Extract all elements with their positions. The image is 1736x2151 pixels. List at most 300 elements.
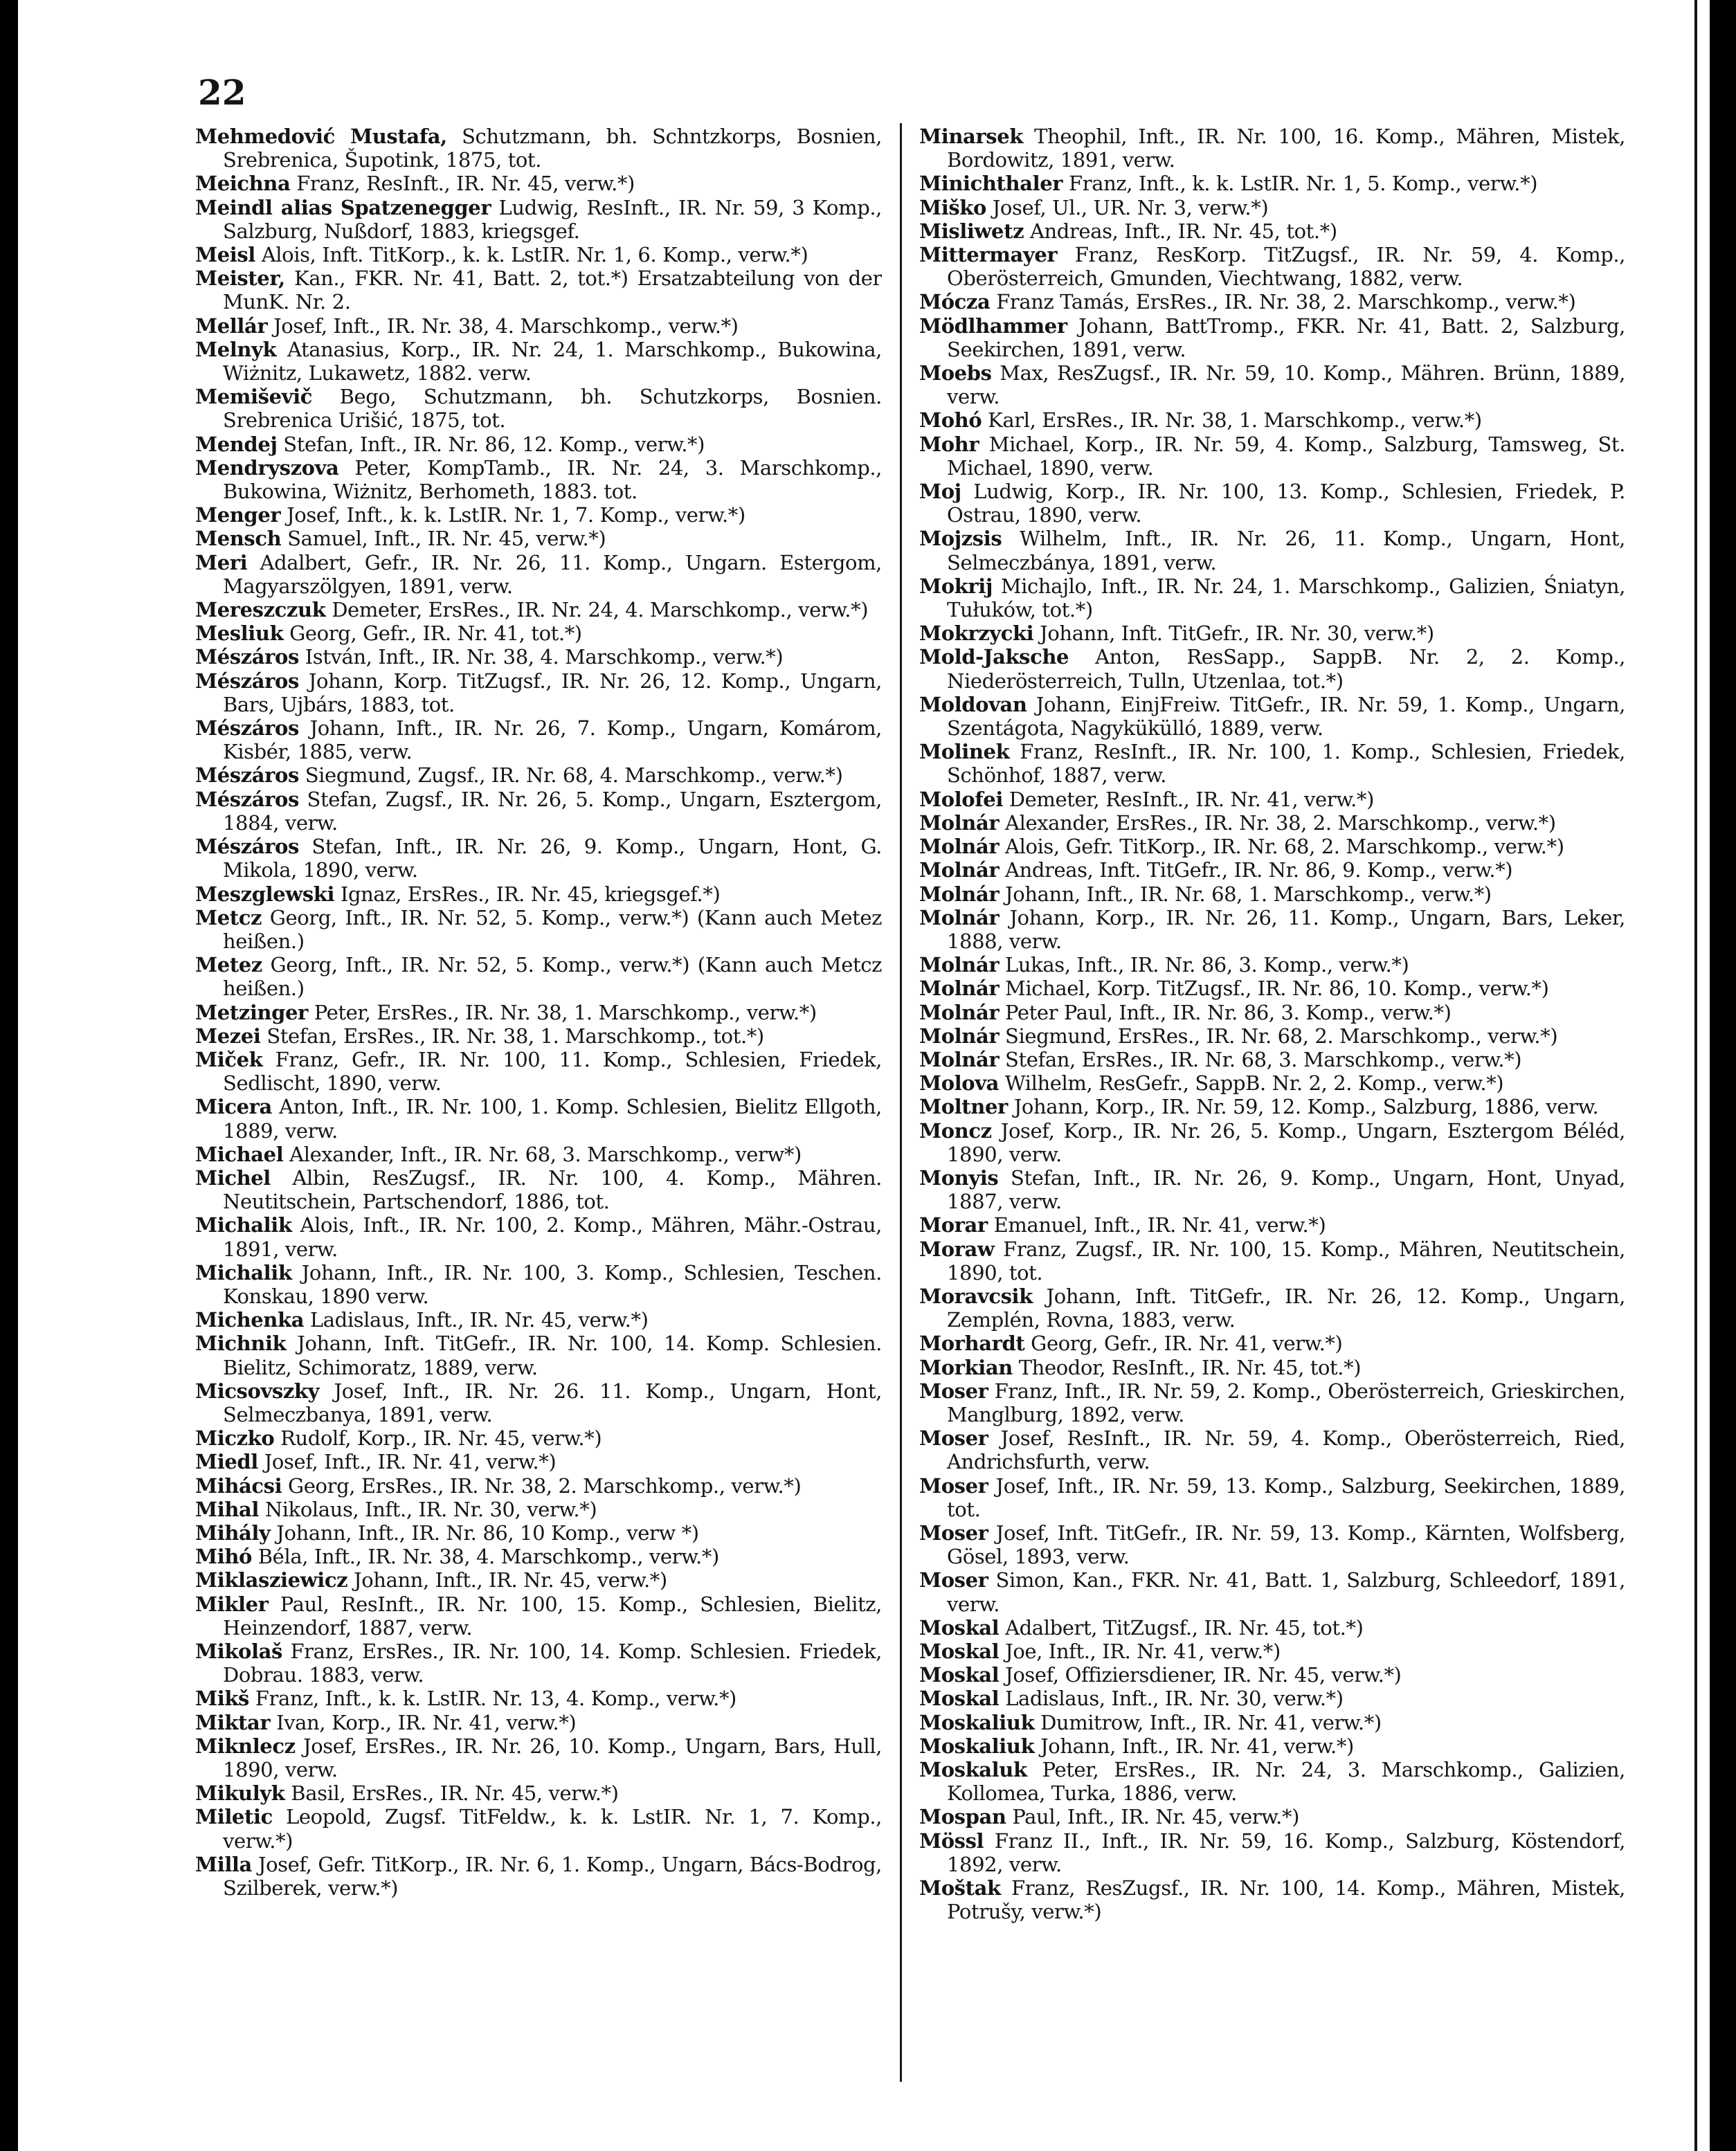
entry-details: István, Inft., IR. Nr. 38, 4. Marschkomp., verw.*) <box>298 645 784 669</box>
list-entry <box>919 1758 1625 1805</box>
list-entry <box>195 243 882 266</box>
list-entry <box>919 219 1625 243</box>
list-entry <box>919 527 1625 574</box>
entry-surname: Molnár <box>919 835 1000 859</box>
list-entry <box>195 1568 882 1592</box>
list-entry <box>919 1829 1625 1876</box>
entry-surname: Meindl alias Spatzenegger <box>195 195 491 219</box>
entry-surname: Molnár <box>919 905 1000 929</box>
entry-details: Johann, Korp., IR. Nr. 59, 12. Komp., Salzburg, 1886, verw. <box>1007 1095 1599 1119</box>
entry-details: Theodor, ResInft., IR. Nr. 45, tot.*) <box>1012 1355 1362 1379</box>
entry-surname: Moser <box>919 1473 988 1498</box>
entry-surname: Moldovan <box>919 692 1027 716</box>
list-entry <box>919 1213 1625 1237</box>
entry-details: Stefan, ErsRes., IR. Nr. 68, 3. Marschkomp., verw.*) <box>999 1047 1522 1071</box>
entry-details: Franz, ResZugsf., IR. Nr. 100, 14. Komp., Mähren, Mistek, Potrušy, verw.*) <box>947 1876 1625 1924</box>
entry-details: Johann, Inft., IR. Nr. 26, 7. Komp., Ungarn, Komárom, Kisbér, 1885, verw. <box>223 716 882 764</box>
entry-details: Georg, ErsRes., IR. Nr. 38, 2. Marschkomp., verw.*) <box>282 1473 802 1498</box>
entry-details: Karl, ErsRes., IR. Nr. 38, 1. Marschkomp., verw.*) <box>982 408 1482 433</box>
entry-details: Siegmund, ErsRes., IR. Nr. 68, 2. Marschkomp., verw.*) <box>999 1024 1558 1048</box>
entry-details: Ludwig, ResInft., IR. Nr. 59, 3 Komp., Salzburg, Nußdorf, 1883, kriegsgef. <box>223 195 882 243</box>
list-entry <box>919 125 1625 172</box>
entry-details: Ignaz, ErsRes., IR. Nr. 45, kriegsgef.*) <box>334 882 721 906</box>
entry-details: Peter Paul, Inft., IR. Nr. 86, 3. Komp., verw.*) <box>999 1000 1452 1024</box>
entry-details: Josef, Inft., IR. Nr. 59, 13. Komp., Salzburg, Seekirchen, 1889, tot. <box>947 1473 1625 1521</box>
list-entry <box>195 1592 882 1640</box>
list-entry <box>195 788 882 835</box>
entry-surname: Molnár <box>919 810 1000 835</box>
entry-details: Albin, ResZugsf., IR. Nr. 100, 4. Komp., Mähren. Neutitschein, Partschendorf, 1886, tot. <box>223 1165 882 1214</box>
entry-details: Josef, Inft., IR. Nr. 41, verw.*) <box>257 1450 557 1474</box>
list-entry <box>919 1095 1625 1118</box>
entry-surname: Molnár <box>919 858 1000 882</box>
entry-details: Wilhelm, Inft., IR. Nr. 26, 11. Komp., Ungarn, Hont, Selmeczbánya, 1891, verw. <box>947 527 1625 574</box>
list-entry <box>919 811 1625 835</box>
list-entry <box>195 1048 882 1095</box>
entry-details: Johann, Inft., IR. Nr. 68, 1. Marschkomp., verw.*) <box>999 882 1492 906</box>
entry-details: Atanasius, Korp., IR. Nr. 24, 1. Marschkomp., Bukowina, Wiżnitz, Lukawetz, 1882. verw. <box>223 337 882 385</box>
list-entry <box>919 645 1625 692</box>
entry-surname: Michenka <box>195 1308 305 1332</box>
entry-details: Stefan, Inft., IR. Nr. 26, 9. Komp., Ungarn, Hont, G. Mikola, 1890, verw. <box>223 835 882 882</box>
entry-details: Rudolf, Korp., IR. Nr. 45, verw.*) <box>274 1426 602 1451</box>
entry-surname: Moštak <box>919 1876 1001 1900</box>
entry-details: Basil, ErsRes., IR. Nr. 45, verw.*) <box>284 1781 619 1806</box>
entry-details: Paul, Inft., IR. Nr. 45, verw.*) <box>1006 1805 1299 1829</box>
list-entry <box>195 1450 882 1473</box>
list-entry <box>919 1285 1625 1332</box>
entry-surname: Metzinger <box>195 1000 308 1024</box>
list-entry <box>919 953 1625 977</box>
list-entry <box>919 290 1625 314</box>
entry-surname: Moncz <box>919 1118 992 1143</box>
scan-border-right-inner <box>1694 0 1697 2151</box>
entry-surname: Morhardt <box>919 1332 1025 1356</box>
entry-surname: Mold-Jaksche <box>919 645 1069 669</box>
entry-surname: Mészáros <box>195 787 299 811</box>
entry-details: Franz, Gefr., IR. Nr. 100, 11. Komp., Schlesien, Friedek, Sedlischt, 1890, verw. <box>223 1047 882 1096</box>
entry-surname: Moskal <box>919 1687 1000 1711</box>
entry-surname: Minichthaler <box>919 172 1063 196</box>
list-entry <box>919 1687 1625 1710</box>
entry-details: Johann, Inft. TitGefr., IR. Nr. 26, 12. Komp., Ungarn, Zemplén, Rovna, 1883, verw. <box>947 1284 1625 1332</box>
entry-details: Josef, Inft. TitGefr., IR. Nr. 59, 13. Komp., Kärnten, Wolfsberg, Gösel, 1893, verw. <box>947 1521 1625 1569</box>
entry-surname: Michalik <box>195 1260 292 1285</box>
entry-surname: Memiševič <box>195 385 312 409</box>
entry-surname: Miklasziewicz <box>195 1568 348 1592</box>
list-entry <box>195 906 882 953</box>
entry-details: Johann, EinjFreiw. TitGefr., IR. Nr. 59, 1. Komp., Ungarn, Szentágota, Nagykükülló, 1889, verw. <box>947 692 1625 741</box>
entry-details: Franz II., Inft., IR. Nr. 59, 16. Komp., Salzburg, Köstendorf, 1892, verw. <box>947 1828 1625 1876</box>
list-entry <box>919 1379 1625 1426</box>
entry-details: Bego, Schutzmann, bh. Schutzkorps, Bosnien. Srebrenica Urišić, 1875, tot. <box>223 385 882 433</box>
entry-surname: Mittermayer <box>919 243 1058 267</box>
list-entry <box>919 906 1625 953</box>
entry-details: Franz, ResKorp. TitZugsf., IR. Nr. 59, 4. Komp., Oberösterreich, Gmunden, Viechtwang, 1882, verw. <box>947 243 1625 291</box>
list-entry <box>195 1521 882 1545</box>
entry-details: Kan., FKR. Nr. 41, Batt. 2, tot.*) Ersatzabteilung von der MunK. Nr. 2. <box>223 266 882 314</box>
entry-details: Johann, Korp., IR. Nr. 26, 11. Komp., Ungarn, Bars, Leker, 1888, verw. <box>947 905 1625 953</box>
entry-details: Simon, Kan., FKR. Nr. 41, Batt. 1, Salzburg, Schleedorf, 1891, verw. <box>947 1568 1625 1616</box>
list-entry <box>195 1640 882 1687</box>
list-entry <box>195 1308 882 1332</box>
list-entry <box>919 1876 1625 1923</box>
list-entry <box>195 953 882 1000</box>
entry-surname: Mereszczuk <box>195 598 326 622</box>
entry-surname: Morkian <box>919 1355 1013 1379</box>
list-entry <box>195 645 882 669</box>
entry-details: Josef, Offiziersdiener, IR. Nr. 45, verw.*) <box>999 1663 1402 1687</box>
list-entry <box>195 1781 882 1805</box>
entry-details: Stefan, Inft., IR. Nr. 26, 9. Komp., Ungarn, Hont, Unyad, 1887, verw. <box>947 1165 1625 1214</box>
entry-details: Franz, ResInft., IR. Nr. 100, 1. Komp., Schlesien, Friedek, Schönhof, 1887, verw. <box>947 740 1625 788</box>
entry-surname: Miletic <box>195 1805 273 1829</box>
page-number: 22 <box>198 72 246 113</box>
entry-surname: Melnyk <box>195 337 277 361</box>
entry-surname: Meri <box>195 550 248 574</box>
entry-surname: Mészáros <box>195 835 299 859</box>
list-entry <box>919 1805 1625 1828</box>
list-entry <box>195 456 882 503</box>
entry-surname: Moser <box>919 1426 988 1451</box>
list-entry <box>919 621 1625 645</box>
entry-surname: Metez <box>195 953 262 977</box>
entry-surname: Mehmedović Mustafa, <box>195 125 447 148</box>
list-entry <box>195 1332 882 1379</box>
entry-details: Franz, Inft., k. k. LstIR. Nr. 13, 4. Komp., verw.*) <box>248 1687 736 1711</box>
entry-details: Josef, Ul., UR. Nr. 3, verw.*) <box>986 195 1269 219</box>
entry-details: Andreas, Inft., IR. Nr. 45, tot.*) <box>1024 219 1337 243</box>
entry-surname: Mikolaš <box>195 1640 282 1663</box>
list-entry <box>195 433 882 456</box>
entry-surname: Mohr <box>919 432 979 456</box>
list-entry <box>919 1640 1625 1663</box>
entry-surname: Mödlhammer <box>919 314 1067 338</box>
right-column <box>919 125 1625 2132</box>
entry-surname: Monyis <box>919 1165 999 1190</box>
list-entry <box>195 172 882 195</box>
entry-surname: Mokrij <box>919 574 993 598</box>
entry-surname: Moebs <box>919 361 992 385</box>
entry-details: Josef, ErsRes., IR. Nr. 26, 10. Komp., Ungarn, Bars, Hull, 1890, verw. <box>223 1734 882 1782</box>
list-entry <box>919 1001 1625 1024</box>
list-entry <box>195 338 882 385</box>
entry-details: Franz, Inft., k. k. LstIR. Nr. 1, 5. Komp., verw.*) <box>1063 172 1538 196</box>
entry-surname: Molnár <box>919 1024 1000 1048</box>
list-entry <box>195 196 882 243</box>
list-entry <box>195 1166 882 1213</box>
entry-surname: Molnár <box>919 953 1000 977</box>
entry-surname: Miedl <box>195 1450 258 1474</box>
entry-details: Adalbert, TitZugsf., IR. Nr. 45, tot.*) <box>999 1615 1364 1640</box>
entry-surname: Mokrzycki <box>919 621 1034 646</box>
list-entry <box>195 621 882 645</box>
entry-surname: Mojzsis <box>919 527 1002 551</box>
list-entry <box>919 433 1625 480</box>
entry-surname: Miktar <box>195 1710 271 1734</box>
entry-surname: Michel <box>195 1165 271 1190</box>
list-entry <box>919 977 1625 1000</box>
entry-details: Johann, Inft., IR. Nr. 100, 3. Komp., Schlesien, Teschen. Konskau, 1890 verw. <box>223 1260 882 1308</box>
scan-border-right <box>1710 0 1736 2151</box>
entry-surname: Miknlecz <box>195 1734 296 1758</box>
entry-surname: Molnár <box>919 977 1000 1001</box>
list-entry <box>195 1379 882 1426</box>
entry-details: Emanuel, Inft., IR. Nr. 41, verw.*) <box>987 1213 1326 1237</box>
entry-details: Stefan, Zugsf., IR. Nr. 26, 5. Komp., Ungarn, Esztergom, 1884, verw. <box>223 787 882 835</box>
entry-details: Franz Tamás, ErsRes., IR. Nr. 38, 2. Marschkomp., verw.*) <box>990 290 1576 314</box>
list-entry <box>919 574 1625 621</box>
list-entry <box>195 503 882 527</box>
list-entry <box>919 788 1625 811</box>
entry-details: Michael, Korp. TitZugsf., IR. Nr. 86, 10. Komp., verw.*) <box>999 977 1549 1001</box>
list-entry <box>919 1663 1625 1687</box>
list-entry <box>919 1071 1625 1095</box>
entry-details: Johann, BattTromp., FKR. Nr. 41, Batt. 2, Salzburg, Seekirchen, 1891, verw. <box>947 314 1625 361</box>
entry-details: Dumitrow, Inft., IR. Nr. 41, verw.*) <box>1034 1710 1382 1734</box>
entry-surname: Moser <box>919 1521 988 1545</box>
list-entry <box>919 408 1625 432</box>
list-entry <box>919 1048 1625 1071</box>
list-entry <box>195 527 882 550</box>
entry-details: Johann, Inft., IR. Nr. 86, 10 Komp., verw *) <box>270 1521 699 1545</box>
entry-details: Peter, ErsRes., IR. Nr. 38, 1. Marschkomp., verw.*) <box>307 1000 817 1024</box>
entry-surname: Molofei <box>919 787 1003 811</box>
entry-details: Johann, Korp. TitZugsf., IR. Nr. 26, 12. Komp., Ungarn, Bars, Ujbárs, 1883, tot. <box>223 669 882 716</box>
list-entry <box>919 361 1625 408</box>
list-entry <box>195 1711 882 1734</box>
entry-surname: Mikler <box>195 1592 269 1616</box>
entry-surname: Moskal <box>919 1640 1000 1663</box>
entry-details: Lukas, Inft., IR. Nr. 86, 3. Komp., verw.*) <box>999 953 1409 977</box>
entry-details: Alois, Gefr. TitKorp., IR. Nr. 68, 2. Marschkomp., verw.*) <box>999 835 1564 859</box>
entry-surname: Minarsek <box>919 125 1023 148</box>
entry-details: Wilhelm, ResGefr., SappB. Nr. 2, 2. Komp., verw.*) <box>999 1071 1504 1096</box>
entry-surname: Michnik <box>195 1332 287 1356</box>
entry-details: Peter, KompTamb., IR. Nr. 24, 3. Marschkomp., Bukowina, Wiżnitz, Berhometh, 1883. tot. <box>223 455 882 504</box>
entry-surname: Mészáros <box>195 716 299 741</box>
entry-details: Franz, Inft., IR. Nr. 59, 2. Komp., Oberösterreich, Grieskirchen, Manglburg, 1892, verw. <box>947 1379 1625 1426</box>
list-entry <box>195 1474 882 1498</box>
entry-details: Johann, Inft., IR. Nr. 41, verw.*) <box>1034 1734 1354 1758</box>
entry-surname: Moskaliuk <box>919 1710 1035 1734</box>
entry-surname: Moraw <box>919 1237 995 1261</box>
list-entry <box>195 598 882 621</box>
list-entry <box>919 314 1625 361</box>
entry-details: Johann, Inft. TitGefr., IR. Nr. 100, 14. Komp. Schlesien. Bielitz, Schimoratz, 1889, verw. <box>223 1332 882 1379</box>
list-entry <box>919 1521 1625 1568</box>
list-entry <box>919 1734 1625 1758</box>
entry-surname: Micsovszky <box>195 1379 320 1403</box>
entry-surname: Moskal <box>919 1663 1000 1687</box>
scan-border-left <box>0 0 18 2151</box>
entry-details: Franz, ResInft., IR. Nr. 45, verw.*) <box>290 172 635 196</box>
entry-surname: Mellár <box>195 314 268 338</box>
entry-details: Peter, ErsRes., IR. Nr. 24, 3. Marschkomp., Galizien, Kollomea, Turka, 1886, verw. <box>947 1758 1625 1806</box>
entry-surname: Moskal <box>919 1615 1000 1640</box>
entry-surname: Molnár <box>919 1047 1000 1071</box>
entry-details: Béla, Inft., IR. Nr. 38, 4. Marschkomp., verw.*) <box>251 1545 719 1569</box>
list-entry <box>919 1166 1625 1213</box>
entry-surname: Moltner <box>919 1095 1008 1119</box>
list-entry <box>195 551 882 598</box>
list-entry <box>919 1356 1625 1379</box>
list-entry <box>195 1024 882 1048</box>
entry-details: Ludwig, Korp., IR. Nr. 100, 13. Komp., Schlesien, Friedek, P. Ostrau, 1890, verw. <box>947 480 1625 527</box>
entry-details: Adalbert, Gefr., IR. Nr. 26, 11. Komp., Ungarn. Estergom, Magyarszölgyen, 1891, verw. <box>223 550 882 598</box>
list-entry <box>919 858 1625 882</box>
list-entry <box>195 1687 882 1710</box>
entry-surname: Mészáros <box>195 645 299 669</box>
list-entry <box>919 243 1625 290</box>
entry-surname: Mihó <box>195 1545 252 1569</box>
entry-details: Georg, Inft., IR. Nr. 52, 5. Komp., verw.*) (Kann auch Metez heißen.) <box>223 905 882 953</box>
entry-details: Josef, ResInft., IR. Nr. 59, 4. Komp., Oberösterreich, Ried, Andrichsfurth, verw. <box>947 1426 1625 1474</box>
entry-details: Josef, Korp., IR. Nr. 26, 5. Komp., Ungarn, Esztergom Béléd, 1890, verw. <box>947 1118 1625 1166</box>
list-entry <box>195 385 882 432</box>
list-entry <box>919 1119 1625 1166</box>
list-entry <box>919 1426 1625 1473</box>
entry-surname: Meister, <box>195 266 285 291</box>
entry-details: Ladislaus, Inft., IR. Nr. 30, verw.*) <box>999 1687 1344 1711</box>
list-entry <box>919 1237 1625 1285</box>
list-entry <box>919 1568 1625 1615</box>
entry-details: Siegmund, Zugsf., IR. Nr. 68, 4. Marschkomp., verw.*) <box>298 763 843 788</box>
entry-details: Alois, Inft. TitKorp., k. k. LstIR. Nr. 1, 6. Komp., verw.*) <box>255 243 808 267</box>
entry-details: Joe, Inft., IR. Nr. 41, verw.*) <box>999 1640 1281 1663</box>
entry-surname: Mohó <box>919 408 982 433</box>
entry-details: Johann, Inft. TitGefr., IR. Nr. 30, verw.*) <box>1033 621 1434 646</box>
entry-details: Leopold, Zugsf. TitFeldw., k. k. LstIR. Nr. 1, 7. Komp., verw.*) <box>223 1805 882 1853</box>
entry-surname: Moskaluk <box>919 1758 1027 1782</box>
list-entry <box>919 693 1625 740</box>
entry-surname: Miček <box>195 1047 263 1071</box>
list-entry <box>919 1616 1625 1640</box>
entry-details: Theophil, Inft., IR. Nr. 100, 16. Komp., Mähren, Mistek, Bordowitz, 1891, verw. <box>947 125 1625 172</box>
entry-details: Andreas, Inft. TitGefr., IR. Nr. 86, 9. Komp., verw.*) <box>999 858 1513 882</box>
entry-details: Samuel, Inft., IR. Nr. 45, verw.*) <box>281 527 606 551</box>
list-entry <box>195 266 882 314</box>
entry-details: Josef, Gefr. TitKorp., IR. Nr. 6, 1. Komp., Ungarn, Bács-Bodrog, Szilberek, verw.*) <box>223 1852 882 1900</box>
list-entry <box>195 314 882 338</box>
entry-details: Josef, Inft., IR. Nr. 26. 11. Komp., Ungarn, Hont, Selmeczbanya, 1891, verw. <box>223 1379 882 1426</box>
entry-details: Nikolaus, Inft., IR. Nr. 30, verw.*) <box>259 1497 597 1521</box>
entry-surname: Mikš <box>195 1687 249 1711</box>
list-entry <box>195 882 882 906</box>
list-entry <box>195 669 882 716</box>
entry-surname: Mihácsi <box>195 1473 282 1498</box>
entry-surname: Moravcsik <box>919 1284 1033 1308</box>
list-entry <box>919 480 1625 527</box>
entry-surname: Mendryszova <box>195 455 339 480</box>
list-entry <box>919 1332 1625 1355</box>
entry-surname: Milla <box>195 1852 252 1876</box>
entry-details: Stefan, Inft., IR. Nr. 86, 12. Komp., verw.*) <box>277 432 705 456</box>
list-entry <box>195 1545 882 1568</box>
list-entry <box>195 1805 882 1852</box>
entry-surname: Mihály <box>195 1521 271 1545</box>
entry-surname: Mospan <box>919 1805 1006 1829</box>
list-entry <box>195 1213 882 1260</box>
entry-details: Anton, Inft., IR. Nr. 100, 1. Komp. Schlesien, Bielitz Ellgoth, 1889, verw. <box>223 1095 882 1143</box>
list-entry <box>919 1024 1625 1048</box>
entry-surname: Molova <box>919 1071 1000 1096</box>
entry-details: Josef, Inft., k. k. LstIR. Nr. 1, 7. Komp., verw.*) <box>280 503 745 527</box>
list-entry <box>919 196 1625 219</box>
entry-surname: Moser <box>919 1379 988 1403</box>
list-entry <box>195 763 882 787</box>
entry-details: Georg, Gefr., IR. Nr. 41, tot.*) <box>283 621 582 646</box>
entry-surname: Molinek <box>919 740 1010 764</box>
column-divider <box>900 123 902 2082</box>
entry-surname: Morar <box>919 1213 988 1237</box>
entry-surname: Molnár <box>919 1000 1000 1024</box>
entry-surname: Moj <box>919 480 961 504</box>
entry-surname: Meichna <box>195 172 291 196</box>
entry-details: Stefan, ErsRes., IR. Nr. 38, 1. Marschkomp., tot.*) <box>260 1024 764 1048</box>
entry-details: Alois, Inft., IR. Nr. 100, 2. Komp., Mähren, Mähr.-Ostrau, 1891, verw. <box>223 1213 882 1261</box>
entry-details: Josef, Inft., IR. Nr. 38, 4. Marschkomp., verw.*) <box>267 314 739 338</box>
entry-details: Alexander, ErsRes., IR. Nr. 38, 2. Marschkomp., verw.*) <box>999 810 1556 835</box>
list-entry <box>195 1498 882 1521</box>
list-entry <box>919 882 1625 906</box>
entry-details: Anton, ResSapp., SappB. Nr. 2, 2. Komp., Niederösterreich, Tulln, Utzenlaa, tot.*) <box>947 645 1625 693</box>
entry-surname: Mészáros <box>195 763 299 788</box>
entry-surname: Moser <box>919 1568 988 1592</box>
entry-surname: Meisl <box>195 243 255 267</box>
entry-details: Alexander, Inft., IR. Nr. 68, 3. Marschkomp., verw*) <box>283 1142 802 1166</box>
entry-surname: Mócza <box>919 290 991 314</box>
list-entry <box>195 1143 882 1166</box>
entry-surname: Mendej <box>195 432 278 456</box>
entry-details: Michael, Korp., IR. Nr. 59, 4. Komp., Salzburg, Tamsweg, St. Michael, 1890, verw. <box>947 432 1625 480</box>
entry-details: Franz, Zugsf., IR. Nr. 100, 15. Komp., Mähren, Neutitschein, 1890, tot. <box>947 1237 1625 1285</box>
list-entry <box>919 172 1625 195</box>
list-entry <box>195 835 882 882</box>
entry-details: Schutzmann, bh. Schntzkorps, Bosnien, Srebrenica, Šupotink, 1875, tot. <box>223 125 882 172</box>
entry-surname: Meszglewski <box>195 882 335 906</box>
entry-surname: Mössl <box>919 1828 984 1853</box>
entry-details: Demeter, ResInft., IR. Nr. 41, verw.*) <box>1002 787 1375 811</box>
entry-surname: Michalik <box>195 1213 292 1237</box>
entry-surname: Michael <box>195 1142 284 1166</box>
list-entry <box>195 1426 882 1450</box>
list-entry <box>195 1001 882 1024</box>
entry-surname: Molnár <box>919 882 1000 906</box>
entry-details: Max, ResZugsf., IR. Nr. 59, 10. Komp., Mähren. Brünn, 1889, verw. <box>947 361 1625 409</box>
entry-details: Paul, ResInft., IR. Nr. 100, 15. Komp., Schlesien, Bielitz, Heinzendorf, 1887, verw. <box>223 1592 882 1640</box>
list-entry <box>919 740 1625 787</box>
list-entry <box>195 1095 882 1142</box>
entry-surname: Menger <box>195 503 281 527</box>
entry-surname: Miczko <box>195 1426 275 1451</box>
list-entry <box>919 1711 1625 1734</box>
entry-surname: Misliwetz <box>919 219 1024 243</box>
list-entry <box>195 1261 882 1308</box>
entry-details: Ladislaus, Inft., IR. Nr. 45, verw.*) <box>304 1308 649 1332</box>
entry-details: Ivan, Korp., IR. Nr. 41, verw.*) <box>270 1710 577 1734</box>
entry-details: Georg, Inft., IR. Nr. 52, 5. Komp., verw.*) (Kann auch Metcz heißen.) <box>223 953 882 1001</box>
entry-details: Michajlo, Inft., IR. Nr. 24, 1. Marschkomp., Galizien, Śniatyn, Tułuków, tot.*) <box>947 574 1625 622</box>
entry-details: Franz, ErsRes., IR. Nr. 100, 14. Komp. Schlesien. Friedek, Dobrau. 1883, verw. <box>223 1640 882 1687</box>
entry-details: Johann, Inft., IR. Nr. 45, verw.*) <box>347 1568 667 1592</box>
list-entry <box>919 1474 1625 1521</box>
list-entry <box>195 1853 882 1900</box>
entry-surname: Mikulyk <box>195 1781 285 1806</box>
entry-details: Demeter, ErsRes., IR. Nr. 24, 4. Marschkomp., verw.*) <box>325 598 869 622</box>
entry-surname: Miško <box>919 195 986 219</box>
list-entry <box>195 716 882 763</box>
